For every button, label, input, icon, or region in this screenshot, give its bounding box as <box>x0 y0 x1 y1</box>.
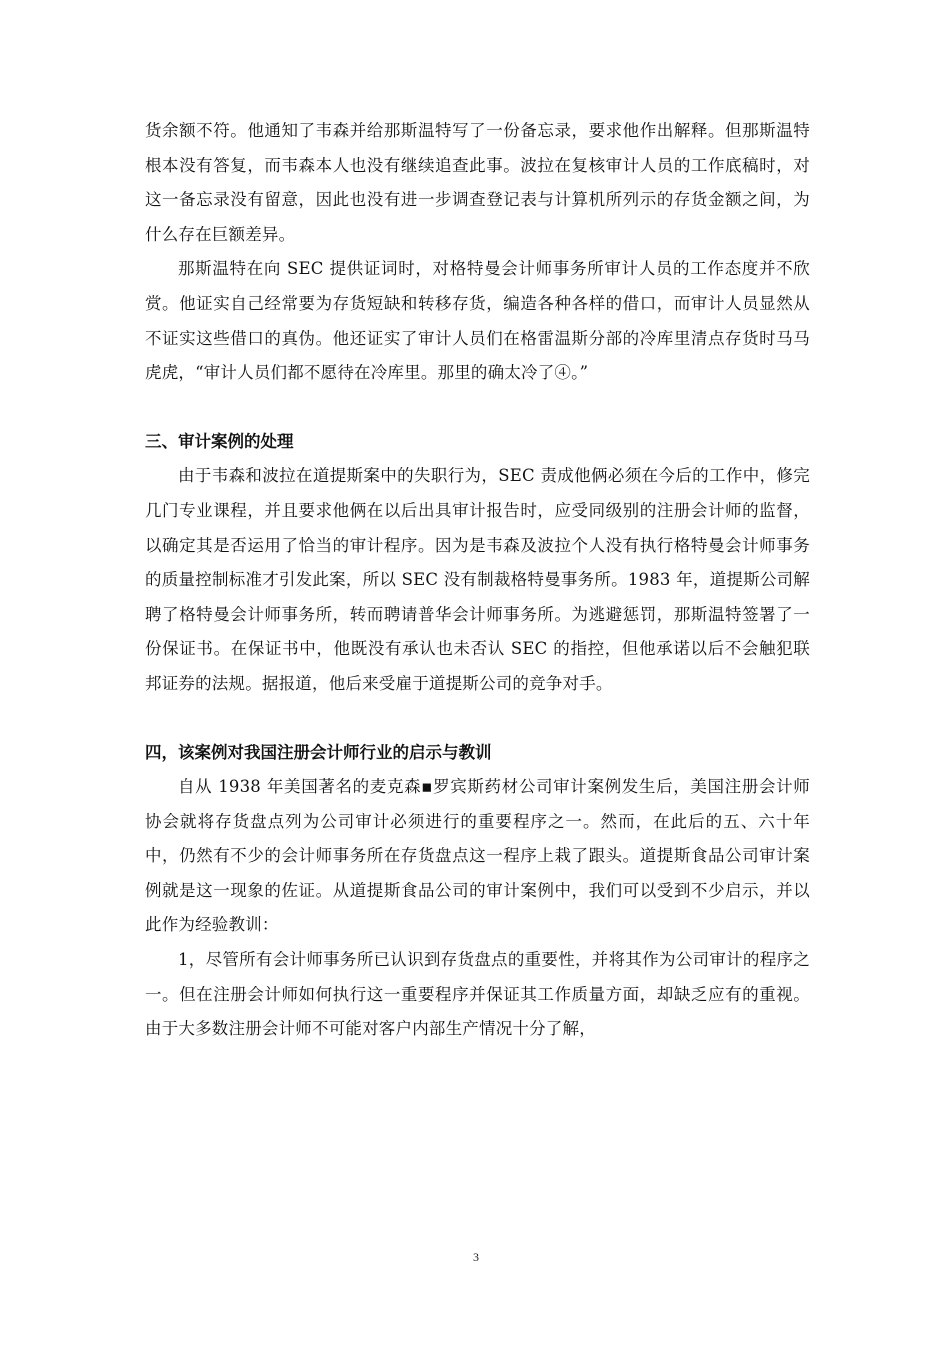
paragraph-testimony: 那斯温特在向 SEC 提供证词时，对格特曼会计师事务所审计人员的工作态度并不欣赏。他证实自己经常要为存货短缺和转移存货，编造各种各样的借口，而审计人员显然从不证实这些借口的真伪。他还证实了审计人员们在格雷温斯分部的冷库里清点存货时马马虎虎，“审计人员们都不愿待在冷库里。那里的确太冷了④。” <box>145 259 810 383</box>
page-body <box>145 114 810 1047</box>
section-heading-case-handling: 三、审计案例的处理 <box>145 431 294 451</box>
section-spacer <box>145 391 810 425</box>
paragraph-inventory-discrepancy: 货余额不符。他通知了韦森并给那斯温特写了一份备忘录，要求他作出解释。但那斯温特根本没有答复，而韦森本人也没有继续追查此事。波拉在复核审计人员的工作底稿时，对这一备忘录没有留意，因此也没有进一步调查登记表与计算机所列示的存货金额之间，为什么存在巨额差异。 <box>145 121 810 244</box>
page-number: 3 <box>473 1250 479 1264</box>
section-spacer <box>145 702 810 736</box>
section-heading-lessons: 四，该案例对我国注册会计师行业的启示与教训 <box>145 742 492 762</box>
paragraph-case-handling: 由于韦森和波拉在道提斯案中的失职行为，SEC 责成他俩必须在今后的工作中，修完几门专业课程，并且要求他俩在以后出具审计报告时，应受同级别的注册会计师的监督，以确定其是否运用了恰当的审计程序。因为是韦森及波拉个人没有执行格特曼会计师事务的质量控制标准才引发此案，所以 SEC 没有制裁格特曼事务所。1983 年，道提斯公司解聘了格特曼会计师事务所，转而聘请普华会计师事务所。为逃避惩罚，那斯温特签署了一份保证书。在保证书中，他既没有承认也未否认 SEC 的指控，但他承诺以后不会触犯联邦证券的法规。据报道，他后来受雇于道提斯公司的竞争对手。 <box>145 466 810 693</box>
paragraph-lesson-1: 1，尽管所有会计师事务所已认识到存货盘点的重要性，并将其作为公司审计的程序之一。但在注册会计师如何执行这一重要程序并保证其工作质量方面，却缺乏应有的重视。由于大多数注册会计师不可能对客户内部生产情况十分了解， <box>145 950 810 1039</box>
paragraph-lessons-intro: 自从 1938 年美国著名的麦克森▪罗宾斯药材公司审计案例发生后，美国注册会计师协会就将存货盘点列为公司审计必须进行的重要程序之一。然而，在此后的五、六十年中，仍然有不少的会计师事务所在存货盘点这一程序上栽了跟头。道提斯食品公司审计案例就是这一现象的佐证。从道提斯食品公司的审计案例中，我们可以受到不少启示，并以此作为经验教训： <box>145 777 810 935</box>
